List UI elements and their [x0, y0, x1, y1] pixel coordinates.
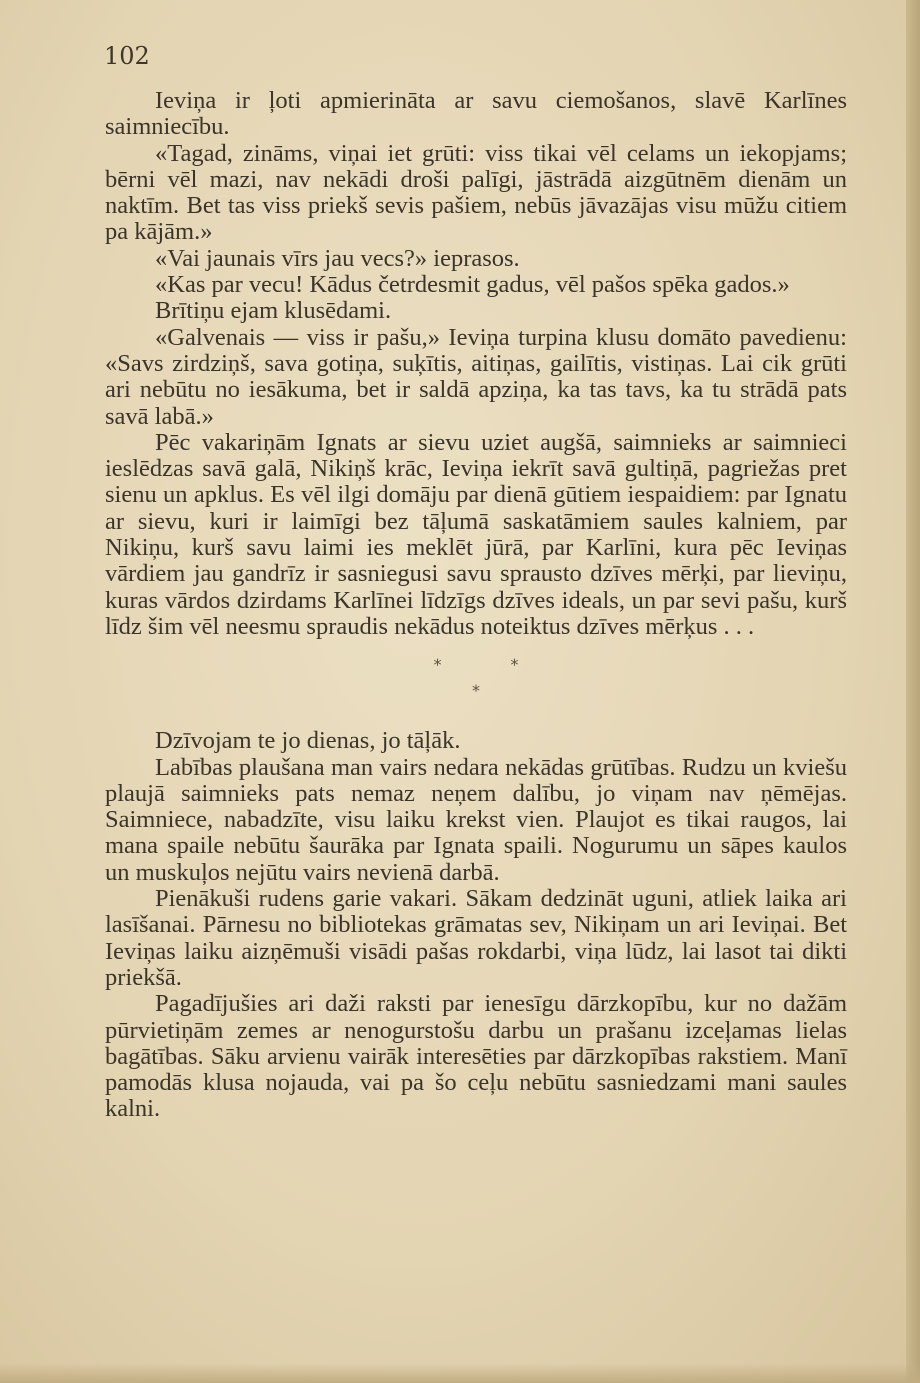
paragraph: Ieviņa ir ļoti apmierināta ar savu ciemošanos, slavē Karlīnes saimniecību.: [105, 87, 847, 141]
page-number: 102: [104, 42, 150, 70]
asterisk: *: [433, 655, 442, 675]
paragraph: «Kas par vecu! Kādus četrdesmit gadus, vēl pašos spēka gados.»: [155, 271, 790, 299]
section-separator: [105, 640, 847, 728]
paragraph: Brītiņu ejam klusēdami.: [155, 297, 392, 325]
page-edge-right: [906, 0, 920, 1383]
paragraph: Pagadījušies ari daži raksti par ienesīgu dārzkopību, kur no dažām pūrvietiņām zemes ar nenogurstošu darbu un prašanu izceļamas lielas bagātības. Sāku arvienu vairāk interesēties par dārzkopības rakstiem. Manī pamodās klusa nojauda, vai pa šo ceļu nebūtu sasniedzami mani saules kalni.: [105, 990, 847, 1123]
paragraph: «Tagad, zināms, viņai iet grūti: viss tikai vēl celams un iekopjams; bērni vēl mazi, nav nekādi droši palīgi, jāstrādā aizgūtnēm dienām un naktīm. Bet tas viss priekš sevis pašiem, nebūs jāvazājas visu mūžu citiem pa kājām.»: [105, 139, 847, 246]
paragraph: Labības plaušana man vairs nedara nekādas grūtības. Rudzu un kviešu plaujā saimnieks pats nemaz neņem dalību, jo viņam nav ņēmējas. Saimniece, nabadzīte, visu laiku krekst vien. Plaujot es tikai raugos, lai mana spaile nebūtu šaurāka par Ignata spaili. Nogurumu un sāpes kaulos un muskuļos nejūtu vairs nevienā darbā.: [105, 753, 847, 886]
paragraph: Pienākuši rudens garie vakari. Sākam dedzināt uguni, atliek laika ari lasīšanai. Pārnesu no bibliotekas grāmatas sev, Nikiņam un ari Ieviņai. Bet Ieviņas laiku aizņēmuši visādi pašas rokdarbi, viņa lūdz, lai lasot tai dikti priekšā.: [105, 885, 847, 991]
paragraph: «Galvenais — viss ir pašu,» Ieviņa turpina klusu domāto pavedienu: «Savs zirdziņš, sava gotiņa, suķītis, aitiņas, gailītis, vistiņas. Lai cik grūti ari nebūtu no iesākuma, bet ir saldā apziņa, ka tas tavs, ka tu strādā pats savā labā.»: [105, 323, 847, 430]
page-edge-bottom: [0, 1363, 920, 1383]
paragraph: Dzīvojam te jo dienas, jo tāļāk.: [155, 727, 461, 755]
asterisk: *: [510, 655, 519, 675]
paragraph: «Vai jaunais vīrs jau vecs?» ieprasos.: [155, 244, 520, 272]
body-text: [105, 88, 847, 1123]
asterisk: *: [472, 681, 480, 701]
paragraph: Pēc vakariņām Ignats ar sievu uziet augšā, saimnieks ar saimnieci ieslēdzas savā galā, Nikiņš krāc, Ieviņa iekrīt savā gultiņā, pagriežas pret sienu un apklus. Es vēl ilgi domāju par dienā gūtiem iespaidiem: par Ignatu ar sievu, kuri ir laimīgi bez tāļumā saskatāmiem saules kalniem, par Nikiņu, kurš savu laimi ies meklēt jūrā, par Karlīni, kura pēc Ieviņas vārdiem jau gandrīz ir sasniegusi savu sprausto dzīves mērķi, par lieviņu, kuras vārdos dzirdams Karlīnei līdzīgs dzīves ideals, un par sevi pašu, kurš līdz šim vēl neesmu spraudis nekādus noteiktus dzīves mērķus . . .: [105, 428, 847, 640]
